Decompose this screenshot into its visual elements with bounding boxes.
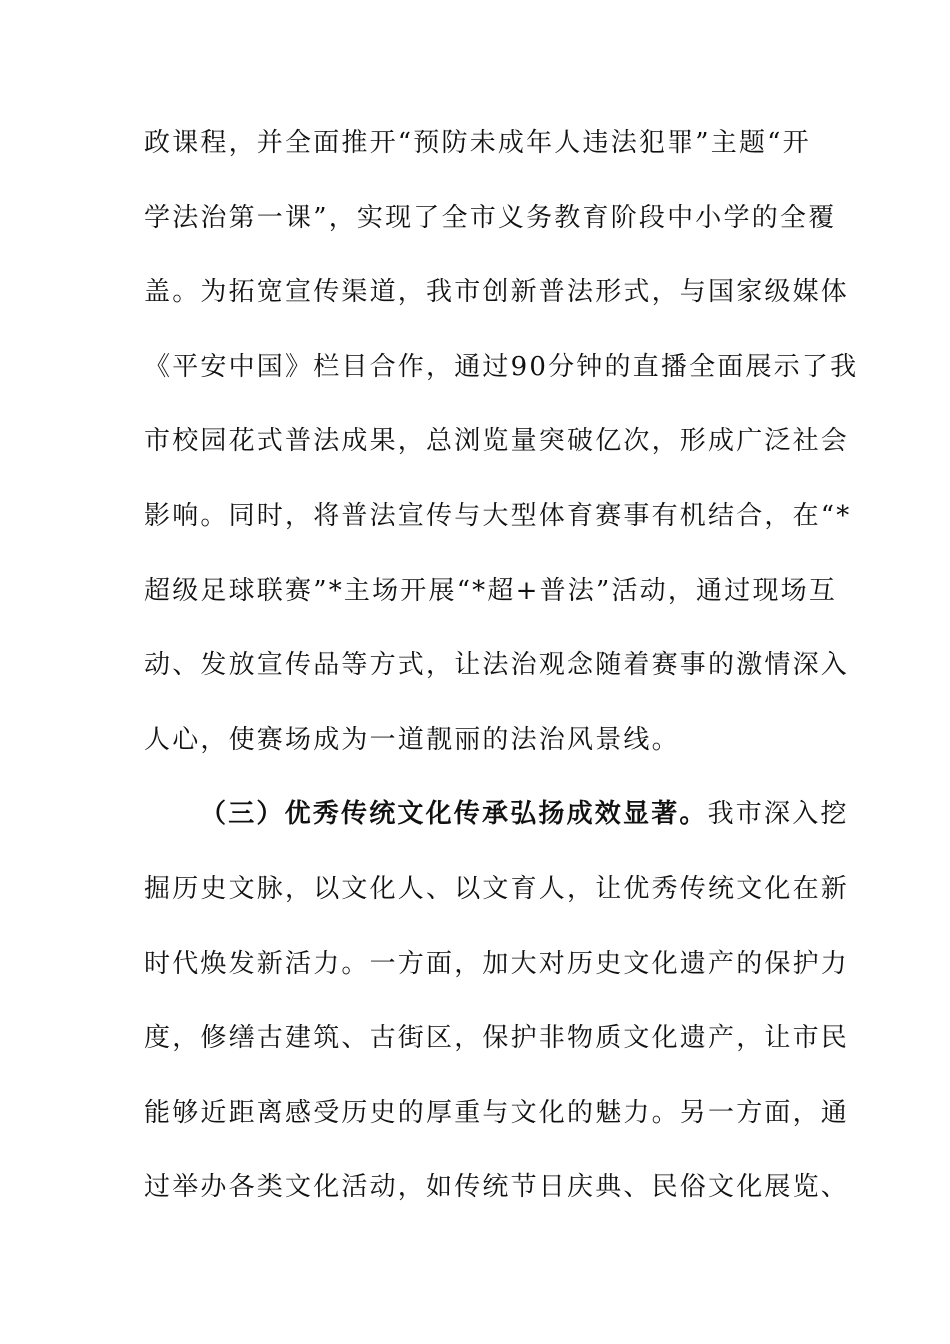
paragraph-line: 影响。同时，将普法宣传与大型体育赛事有机结合，在“* (144, 500, 852, 531)
paragraph-line: 盖。为拓宽宣传渠道，我市创新普法形式，与国家级媒体 (144, 277, 850, 308)
paragraph-line: 超级足球联赛”*主场开展“*超+普法”活动，通过现场互 (144, 575, 838, 606)
section-line: 过举办各类文化活动，如传统节日庆典、民俗文化展览、 (144, 1172, 850, 1203)
paragraph-line: 政课程，并全面推开“预防未成年人违法犯罪”主题“开 (144, 128, 811, 158)
paragraph-line: 人心，使赛场成为一道靓丽的法治风景线。 (144, 724, 680, 755)
paragraph-line: 《平安中国》栏目合作，通过90分钟的直播全面展示了我 (144, 351, 859, 382)
section-heading: （三）优秀传统文化传承弘扬成效显著。 (200, 799, 708, 830)
section-lead-text: 我市深入挖 (707, 799, 849, 830)
section-line: 度，修缮古建筑、古街区，保护非物质文化遗产，让市民 (144, 1023, 850, 1054)
section-line: 掘历史文脉，以文化人、以文育人，让优秀传统文化在新 (144, 873, 850, 904)
section-first-line (144, 791, 849, 866)
paragraph-line: 动、发放宣传品等方式，让法治观念随着赛事的激情深入 (144, 650, 850, 681)
section-line: 能够近距离感受历史的厚重与文化的魅力。另一方面，通 (144, 1097, 850, 1128)
body-text (144, 120, 859, 1239)
paragraph-line: 市校园花式普法成果，总浏览量突破亿次，形成广泛社会 (144, 426, 850, 457)
section-line: 时代焕发新活力。一方面，加大对历史文化遗产的保护力 (144, 948, 850, 979)
paragraph-line: 学法治第一课”，实现了全市义务教育阶段中小学的全覆 (144, 202, 837, 233)
